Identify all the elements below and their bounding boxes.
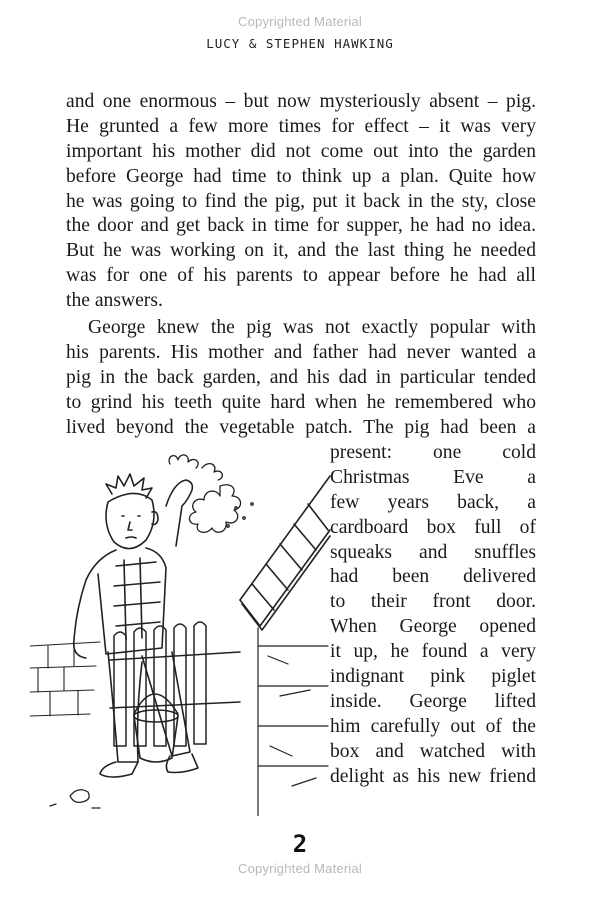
text-line: was for one of his parents to appear before he had all: [66, 265, 536, 287]
text-line: Christmas Eve a: [330, 466, 536, 488]
smoke-puffs: [169, 455, 253, 532]
fence: [110, 622, 240, 746]
text-line: George knew the pig was not exactly popular with: [88, 317, 536, 338]
paragraph-2: [66, 316, 536, 440]
text-line: box and watched with: [330, 740, 536, 762]
text-line: he was going to find the pig, put it back in the sty, close: [66, 190, 536, 212]
text-line: inside. George lifted: [330, 690, 536, 712]
text-line: important his mother did not come out into the garden: [66, 140, 536, 162]
page-number: 2: [292, 830, 308, 858]
copyright-watermark-top: Copyrighted Material: [238, 14, 362, 29]
wrapped-text-column: [330, 441, 536, 789]
text-line: the answers.: [66, 290, 163, 312]
text-line: delight as his new friend: [330, 765, 536, 787]
text-line: He grunted a few more times for effect – it was very: [66, 115, 536, 137]
shed-wall: [258, 628, 328, 816]
text-line: indignant pink piglet: [330, 666, 536, 688]
text-line: to grind his teeth quite hard when he remembered who: [66, 391, 536, 413]
illustration-george-by-shed: [30, 446, 340, 816]
text-line: squeaks and snuffles: [330, 541, 536, 563]
text-line: it up, he found a very: [330, 641, 536, 663]
text-line: his parents. His mother and father had never wanted a: [66, 341, 536, 363]
paragraph-1: [66, 90, 536, 314]
text-line: and one enormous – but now mysteriously absent – pig.: [66, 91, 536, 112]
shed-roof: [240, 476, 330, 630]
text-line: few years back, a: [330, 491, 536, 513]
text-line: cardboard box full of: [330, 516, 536, 538]
text-line: to their front door.: [330, 591, 536, 613]
ground-debris: [50, 790, 100, 808]
text-line: lived beyond the vegetable patch. The pig had been a: [66, 416, 536, 438]
text-line: him carefully out of the: [330, 715, 536, 737]
brick-wall: [30, 642, 100, 716]
copyright-watermark-bottom: Copyrighted Material: [238, 861, 362, 876]
text-line: before George had time to think up a plan. Quite how: [66, 165, 536, 187]
text-line: But he was working on it, and the last thing he needed: [66, 240, 536, 262]
text-line: the door and get back in time for supper, he had no idea.: [66, 215, 536, 237]
text-line: When George opened: [330, 616, 536, 638]
text-line: present: one cold: [330, 442, 536, 463]
text-line: pig in the back garden, and his dad in particular tended: [66, 366, 536, 388]
running-head: LUCY & STEPHEN HAWKING: [206, 36, 394, 51]
text-line: had been delivered: [330, 566, 536, 588]
